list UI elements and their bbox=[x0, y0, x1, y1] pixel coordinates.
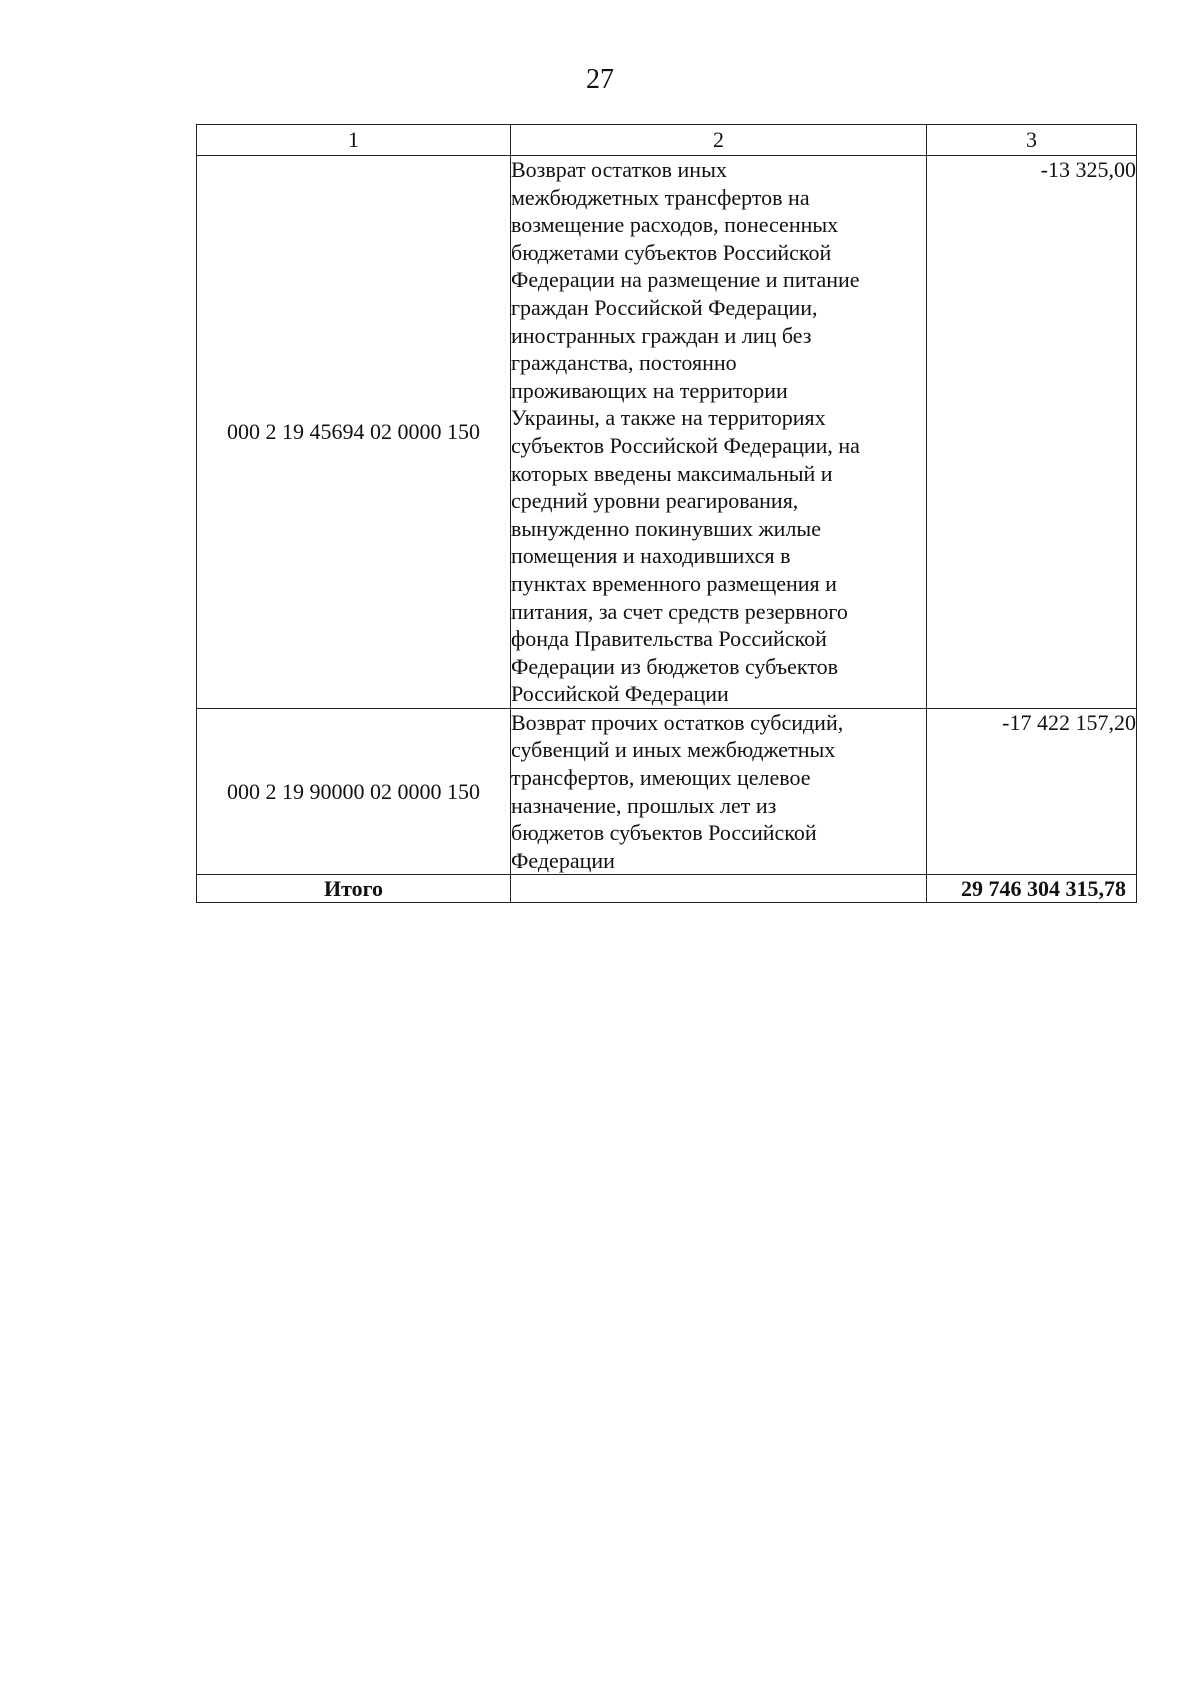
description-line: Российской Федерации bbox=[511, 681, 729, 707]
description-line: Федерации bbox=[511, 847, 615, 873]
table-body bbox=[197, 156, 1137, 903]
header-col-1: 1 bbox=[197, 125, 511, 156]
description-line: субъектов Российской Федерации, на bbox=[511, 432, 860, 458]
description-line: бюджетами субъектов Российской bbox=[511, 239, 832, 265]
row-code: 000 2 19 45694 02 0000 150 bbox=[197, 156, 511, 709]
description-line: фонда Правительства Российской bbox=[511, 626, 827, 652]
description-line: Украины, а также на территориях bbox=[511, 405, 826, 431]
header-row bbox=[197, 125, 1137, 156]
budget-table bbox=[196, 124, 1137, 903]
header-col-2: 2 bbox=[511, 125, 927, 156]
description-line: иностранных граждан и лиц без bbox=[511, 322, 812, 348]
total-amount: 29 746 304 315,78 bbox=[927, 875, 1137, 903]
description-line: Федерации из бюджетов субъектов bbox=[511, 653, 839, 679]
total-empty-cell bbox=[511, 875, 927, 903]
description-line: вынужденно покинувших жилые bbox=[511, 515, 821, 541]
description-line: субвенций и иных межбюджетных bbox=[511, 737, 836, 763]
description-line: назначение, прошлых лет из bbox=[511, 792, 777, 818]
page-number: 27 bbox=[586, 64, 614, 95]
description-line: Возврат остатков иных bbox=[511, 157, 727, 182]
description-line: питания, за счет средств резервного bbox=[511, 598, 848, 624]
row-code: 000 2 19 90000 02 0000 150 bbox=[197, 708, 511, 875]
description-line: проживающих на территории bbox=[511, 377, 788, 403]
total-row bbox=[197, 875, 1137, 903]
row-description bbox=[511, 708, 927, 875]
table-row bbox=[197, 708, 1137, 875]
table-row bbox=[197, 156, 1137, 709]
description-line: помещения и находившихся в bbox=[511, 543, 791, 569]
total-label: Итого bbox=[197, 875, 511, 903]
row-description bbox=[511, 156, 927, 709]
description-line: гражданства, постоянно bbox=[511, 350, 737, 376]
description-line: пунктах временного размещения и bbox=[511, 570, 837, 596]
description-line: возмещение расходов, понесенных bbox=[511, 212, 839, 238]
description-line: средний уровни реагирования, bbox=[511, 488, 799, 514]
row-amount: -17 422 157,20 bbox=[927, 708, 1137, 875]
row-amount: -13 325,00 bbox=[927, 156, 1137, 709]
description-line: которых введены максимальный и bbox=[511, 460, 833, 486]
description-line: граждан Российской Федерации, bbox=[511, 294, 818, 320]
description-line: трансфертов, имеющих целевое bbox=[511, 765, 811, 791]
description-line: Федерации на размещение и питание bbox=[511, 267, 860, 293]
description-line: Возврат прочих остатков субсидий, bbox=[511, 709, 844, 735]
table-header bbox=[197, 125, 1137, 156]
description-line: бюджетов субъектов Российской bbox=[511, 820, 817, 846]
header-col-3: 3 bbox=[927, 125, 1137, 156]
description-line: межбюджетных трансфертов на bbox=[511, 184, 810, 210]
